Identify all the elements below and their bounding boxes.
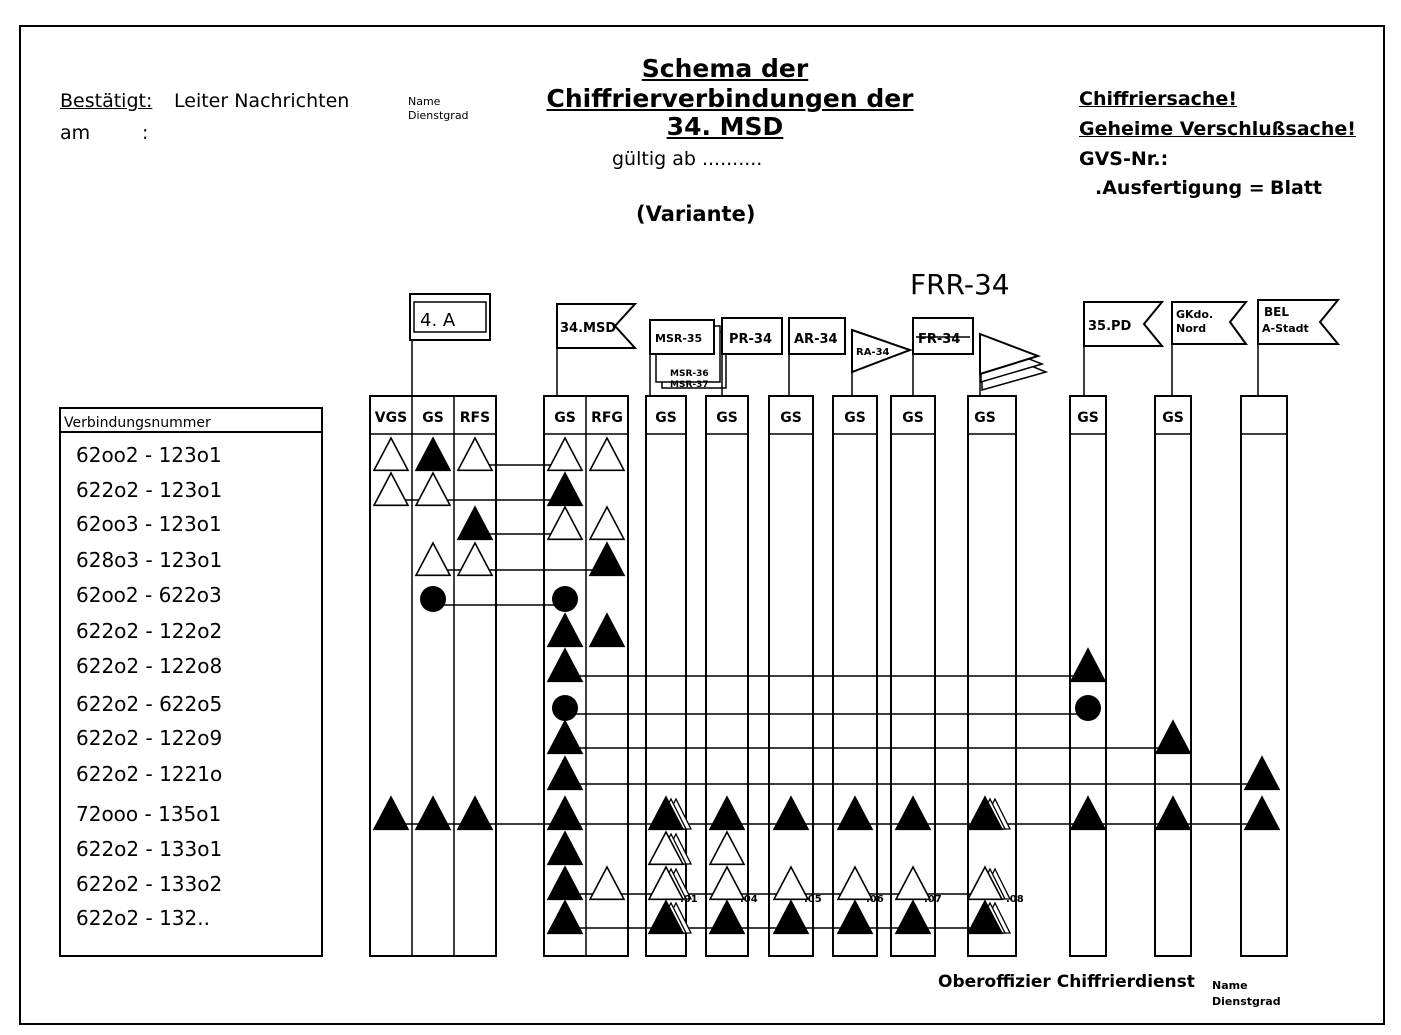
row-label: 622o2 - 133o1 bbox=[76, 837, 223, 861]
open-triangle bbox=[710, 832, 744, 864]
column-label: VGS bbox=[374, 410, 408, 426]
suffix-label: .08 bbox=[1006, 894, 1024, 905]
station-column bbox=[1241, 396, 1287, 956]
copy-label: .Ausfertigung = bbox=[1095, 177, 1265, 199]
filled-triangle bbox=[548, 901, 582, 933]
valid-from: gültig ab .......... bbox=[612, 148, 763, 170]
column-label: GS bbox=[554, 410, 576, 426]
flag-fr-label: FR-34 bbox=[918, 332, 961, 347]
sheet-label: Blatt bbox=[1270, 177, 1322, 199]
filled-triangle bbox=[590, 543, 624, 575]
row-label: 622o2 - 122o9 bbox=[76, 726, 223, 750]
approver-role: Leiter Nachrichten bbox=[174, 90, 350, 112]
filled-triangle bbox=[548, 832, 582, 864]
column-label: GS bbox=[1162, 410, 1184, 426]
suffix-label: .04 bbox=[740, 894, 758, 905]
column-label: GS bbox=[974, 410, 996, 426]
filled-circle bbox=[552, 695, 578, 721]
suffix-label: .07 bbox=[924, 894, 942, 905]
flag-gkdo-label-1: GKdo. bbox=[1176, 308, 1214, 321]
flag-msd-label: 34.MSD bbox=[560, 321, 617, 336]
open-triangle bbox=[416, 543, 450, 575]
row-label: 622o2 - 122o8 bbox=[76, 654, 223, 678]
flag-ra-label: RA-34 bbox=[856, 347, 890, 358]
open-triangle bbox=[590, 867, 624, 899]
open-triangle bbox=[374, 473, 408, 505]
classification-line1: Chiffriersache! bbox=[1079, 88, 1237, 110]
row-label: 622o2 - 622o5 bbox=[76, 692, 223, 716]
filled-triangle bbox=[374, 797, 408, 829]
filled-triangle bbox=[458, 797, 492, 829]
row-label: 622o2 - 123o1 bbox=[76, 478, 223, 502]
row-label: 62oo3 - 123o1 bbox=[76, 512, 222, 536]
open-triangle bbox=[548, 507, 582, 539]
date-label: am bbox=[60, 122, 91, 144]
open-triangle bbox=[774, 867, 808, 899]
signature-name-label: Name bbox=[1212, 979, 1248, 992]
connection-lines bbox=[391, 465, 1262, 928]
open-triangle bbox=[374, 438, 408, 470]
suffix-label: .06 bbox=[866, 894, 884, 905]
filled-triangle bbox=[416, 438, 450, 470]
signature-rank-label: Dienstgrad bbox=[1212, 995, 1281, 1008]
page-frame bbox=[20, 26, 1384, 1024]
column-label: GS bbox=[1077, 410, 1099, 426]
flag-bel-label-2: A-Stadt bbox=[1262, 322, 1309, 335]
filled-triangle bbox=[548, 721, 582, 753]
filled-triangle bbox=[416, 797, 450, 829]
title-line2: Chiffrierverbindungen der bbox=[546, 84, 914, 113]
name-label: Name bbox=[408, 95, 441, 108]
variant-label: (Variante) bbox=[636, 202, 756, 226]
open-triangle bbox=[590, 438, 624, 470]
column-label: GS bbox=[716, 410, 738, 426]
date-colon: : bbox=[142, 122, 149, 144]
flag-gkdo-label-2: Nord bbox=[1176, 322, 1207, 335]
open-triangle bbox=[458, 543, 492, 575]
filled-triangle bbox=[1071, 797, 1105, 829]
filled-triangle bbox=[1245, 757, 1279, 789]
filled-triangle bbox=[458, 507, 492, 539]
filled-triangle bbox=[548, 473, 582, 505]
flag-msr37-label: MSR-37 bbox=[670, 380, 709, 390]
filled-triangle bbox=[548, 649, 582, 681]
filled-triangle bbox=[838, 901, 872, 933]
filled-triangle bbox=[1156, 721, 1190, 753]
flag-army-label: 4. A bbox=[420, 310, 456, 331]
confirmed-label: Bestätigt: bbox=[60, 90, 153, 112]
filled-triangle bbox=[1245, 797, 1279, 829]
filled-triangle bbox=[710, 901, 744, 933]
filled-triangle bbox=[548, 867, 582, 899]
filled-circle bbox=[552, 586, 578, 612]
filled-triangle bbox=[548, 757, 582, 789]
column-label: GS bbox=[655, 410, 677, 426]
flag-msr36-label: MSR-36 bbox=[670, 369, 709, 379]
filled-triangle bbox=[838, 797, 872, 829]
flag-ar-label: AR-34 bbox=[794, 332, 838, 347]
filled-circle bbox=[1075, 695, 1101, 721]
filled-triangle bbox=[548, 614, 582, 646]
column-label: GS bbox=[780, 410, 802, 426]
flag-bel-label-1: BEL bbox=[1264, 305, 1289, 319]
open-triangle bbox=[416, 473, 450, 505]
filled-triangle bbox=[1156, 797, 1190, 829]
suffix-label: .05 bbox=[804, 894, 822, 905]
open-triangle bbox=[548, 438, 582, 470]
flag-pr-label: PR-34 bbox=[729, 332, 773, 347]
filled-circle bbox=[420, 586, 446, 612]
row-label: 622o2 - 1221o bbox=[76, 762, 223, 786]
title-line3: 34. MSD bbox=[666, 112, 784, 141]
title-line1: Schema der bbox=[641, 54, 809, 83]
classification-line2: Geheime Verschlußsache! bbox=[1079, 118, 1356, 140]
rank-label: Dienstgrad bbox=[408, 109, 469, 122]
open-triangle bbox=[590, 507, 624, 539]
row-labels bbox=[76, 443, 222, 930]
gvs-number: GVS-Nr.: bbox=[1079, 148, 1169, 170]
filled-triangle bbox=[1071, 649, 1105, 681]
station-column bbox=[1155, 396, 1191, 956]
frr-group-label: FRR-34 bbox=[910, 268, 1010, 301]
row-label: 62oo2 - 123o1 bbox=[76, 443, 222, 467]
filled-triangle bbox=[896, 797, 930, 829]
row-label: 62oo2 - 622o3 bbox=[76, 583, 222, 607]
filled-triangle bbox=[896, 901, 930, 933]
row-label: 72ooo - 135o1 bbox=[76, 802, 222, 826]
row-label: 622o2 - 132.. bbox=[76, 906, 210, 930]
signature-label: Oberoffizier Chiffrierdienst bbox=[938, 972, 1195, 992]
row-label: 622o2 - 122o2 bbox=[76, 619, 223, 643]
filled-triangle bbox=[710, 797, 744, 829]
filled-triangle bbox=[548, 797, 582, 829]
suffix-label: .01 bbox=[680, 894, 698, 905]
row-label: 622o2 - 133o2 bbox=[76, 872, 223, 896]
table-header: Verbindungsnummer bbox=[64, 415, 211, 431]
open-triangle bbox=[458, 438, 492, 470]
column-label: RFS bbox=[459, 410, 491, 426]
filled-triangle bbox=[590, 614, 624, 646]
flag-pd-label: 35.PD bbox=[1088, 319, 1132, 334]
filled-triangle bbox=[774, 797, 808, 829]
connection-symbols bbox=[374, 438, 1279, 933]
open-triangle bbox=[710, 867, 744, 899]
column-label: GS bbox=[844, 410, 866, 426]
column-label: RFG bbox=[591, 410, 623, 426]
filled-triangle bbox=[774, 901, 808, 933]
flag-msr35-label: MSR-35 bbox=[655, 332, 703, 345]
column-label: GS bbox=[902, 410, 924, 426]
column-label: GS bbox=[422, 410, 444, 426]
row-label: 628o3 - 123o1 bbox=[76, 548, 223, 572]
